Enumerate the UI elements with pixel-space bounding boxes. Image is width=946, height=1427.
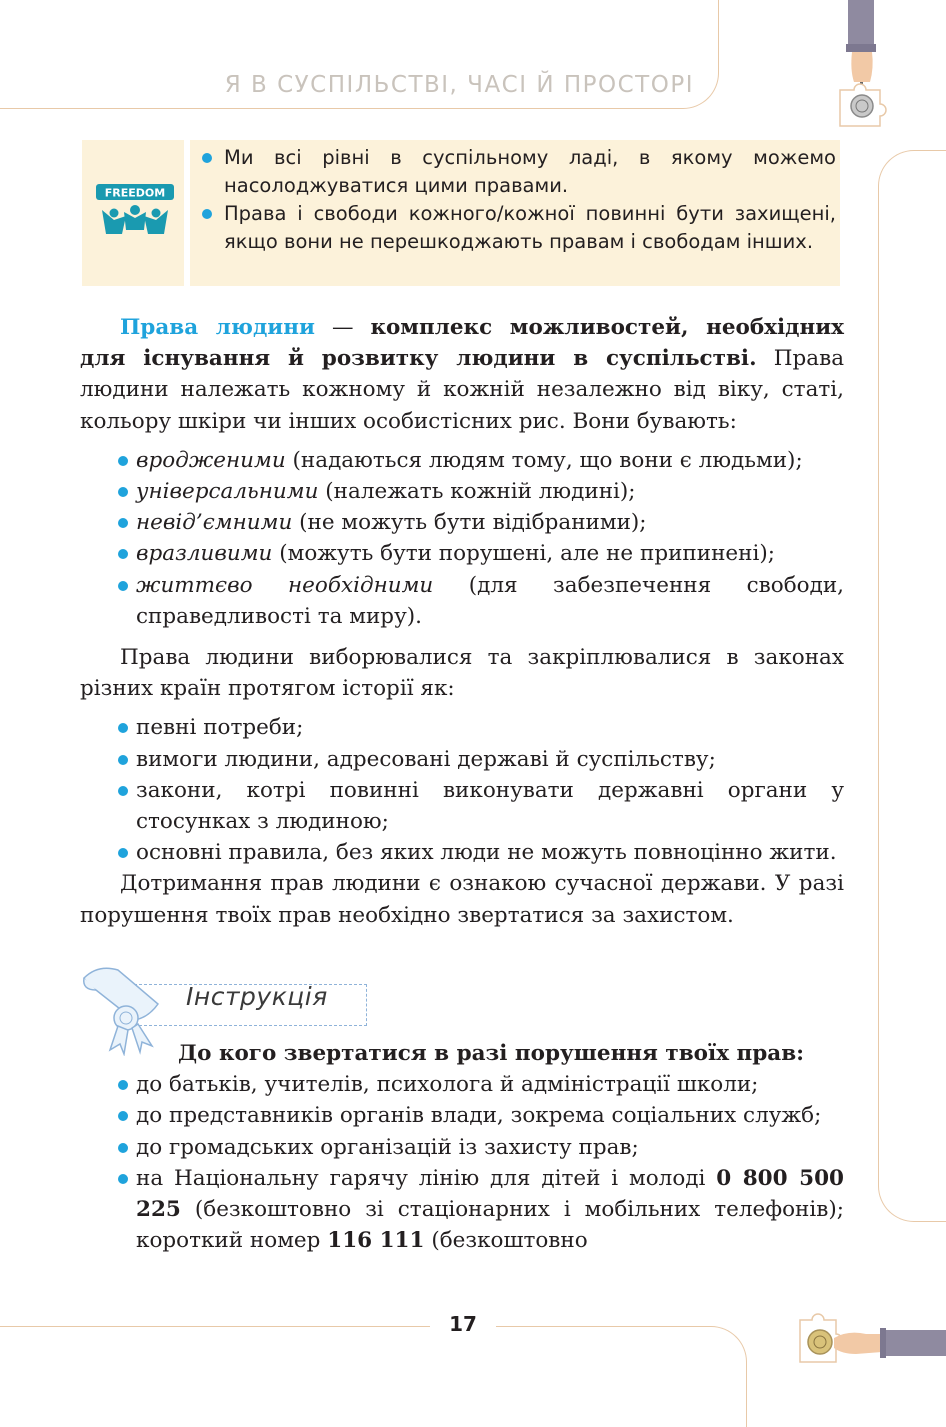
list-item-text: (не можуть бути відібраними); bbox=[292, 510, 647, 536]
page-frame-right bbox=[878, 150, 946, 1222]
list-item bbox=[80, 570, 844, 632]
list-item: вимоги людини, адресовані державі й суспільству; bbox=[80, 744, 844, 775]
definition-rest: Права людини належать кожному й кожній незалежно від віку, статі, кольору шкіри чи інших особистісних рис. Вони бувають: bbox=[80, 346, 845, 434]
list-item: до батьків, учителів, психолога й адміністрації школи; bbox=[80, 1069, 844, 1100]
list-item: закони, котрі повинні виконувати державні органи у стосунках з людиною; bbox=[80, 775, 844, 837]
list-item-text: (для забезпечення свободи, справедливості та миру). bbox=[136, 572, 845, 629]
page-frame-bottom-right bbox=[496, 1326, 747, 1427]
list-item-text: (надаються людям тому, що вони є людьми); bbox=[285, 447, 803, 473]
list-item bbox=[80, 507, 844, 538]
definition-paragraph bbox=[80, 312, 844, 437]
hotline-text-middle: (безкоштовно зі стаціонарних і мобільних телефонів); короткий номер bbox=[136, 1197, 844, 1254]
instruction-label: Інструкція bbox=[186, 982, 328, 1011]
info-box-divider bbox=[184, 140, 190, 286]
instruction-list bbox=[80, 1069, 844, 1256]
instruction-content bbox=[80, 1038, 844, 1256]
definition-term: Права людини bbox=[120, 315, 315, 340]
list-item: певні потреби; bbox=[80, 712, 844, 743]
definition-dash: — bbox=[314, 315, 371, 340]
hotline-number: 0 800 500 225 bbox=[136, 1165, 844, 1223]
list-item-text: (належать кожній людині); bbox=[318, 479, 636, 505]
list-item-term: вразливими bbox=[136, 541, 273, 567]
list-item bbox=[80, 476, 844, 507]
list-item-term: невід’ємними bbox=[136, 510, 293, 536]
hand-with-puzzle-icon bbox=[796, 1300, 946, 1370]
running-header: Я В СУСПІЛЬСТВІ, ЧАСІ Й ПРОСТОРІ bbox=[224, 72, 694, 98]
hotline-text-after: (безкоштовно bbox=[424, 1228, 588, 1254]
main-content bbox=[80, 312, 844, 931]
page-frame-bottom-left bbox=[0, 1326, 430, 1327]
info-box bbox=[82, 140, 840, 286]
list-item: основні правила, без яких люди не можуть повноцінно жити. bbox=[80, 837, 844, 868]
list-item bbox=[80, 445, 844, 476]
list-item bbox=[80, 538, 844, 569]
closing-paragraph: Дотримання прав людини є ознакою сучасної держави. У разі порушення твоїх прав необхідно звертатися за захистом. bbox=[80, 871, 844, 928]
info-box-item: Права і свободи кожного/кожної повинні бути захищені, якщо вони не перешкоджають правам і свободам інших. bbox=[200, 200, 836, 256]
info-box-item: Ми всі рівні в суспільному ладі, в якому можемо насолоджуватися цими правами. bbox=[200, 144, 836, 200]
history-list bbox=[80, 712, 844, 868]
short-number: 116 111 bbox=[327, 1228, 425, 1254]
list-item bbox=[80, 1163, 844, 1257]
hotline-text-before: на Національну гарячу лінію для дітей і молоді bbox=[136, 1165, 717, 1191]
list-item-text: (можуть бути порушені, але не припинені); bbox=[272, 541, 775, 567]
info-box-list bbox=[200, 144, 836, 256]
list-item: до громадських організацій із захисту прав; bbox=[80, 1132, 844, 1163]
freedom-icon-text: FREEDOM bbox=[104, 186, 166, 200]
freedom-people-icon bbox=[94, 180, 176, 242]
rights-types-list bbox=[80, 445, 844, 632]
instruction-heading: До кого звертатися в разі порушення твоїх прав: bbox=[178, 1041, 805, 1066]
definition-bold-text: комплекс можливостей, необхідних для існування й розвитку людини в суспільстві. bbox=[80, 315, 844, 372]
hand-with-medal-icon bbox=[836, 0, 896, 130]
list-item: до представників органів влади, зокрема соціальних служб; bbox=[80, 1100, 844, 1131]
list-item-term: життєво необхідними bbox=[136, 572, 434, 598]
history-paragraph: Права людини виборювалися та закріплювалися в законах різних країн протягом історії як: bbox=[80, 645, 844, 702]
list-item-term: універсальними bbox=[136, 479, 319, 505]
list-item-term: вродженими bbox=[136, 447, 286, 473]
page-number: 17 bbox=[449, 1312, 477, 1336]
